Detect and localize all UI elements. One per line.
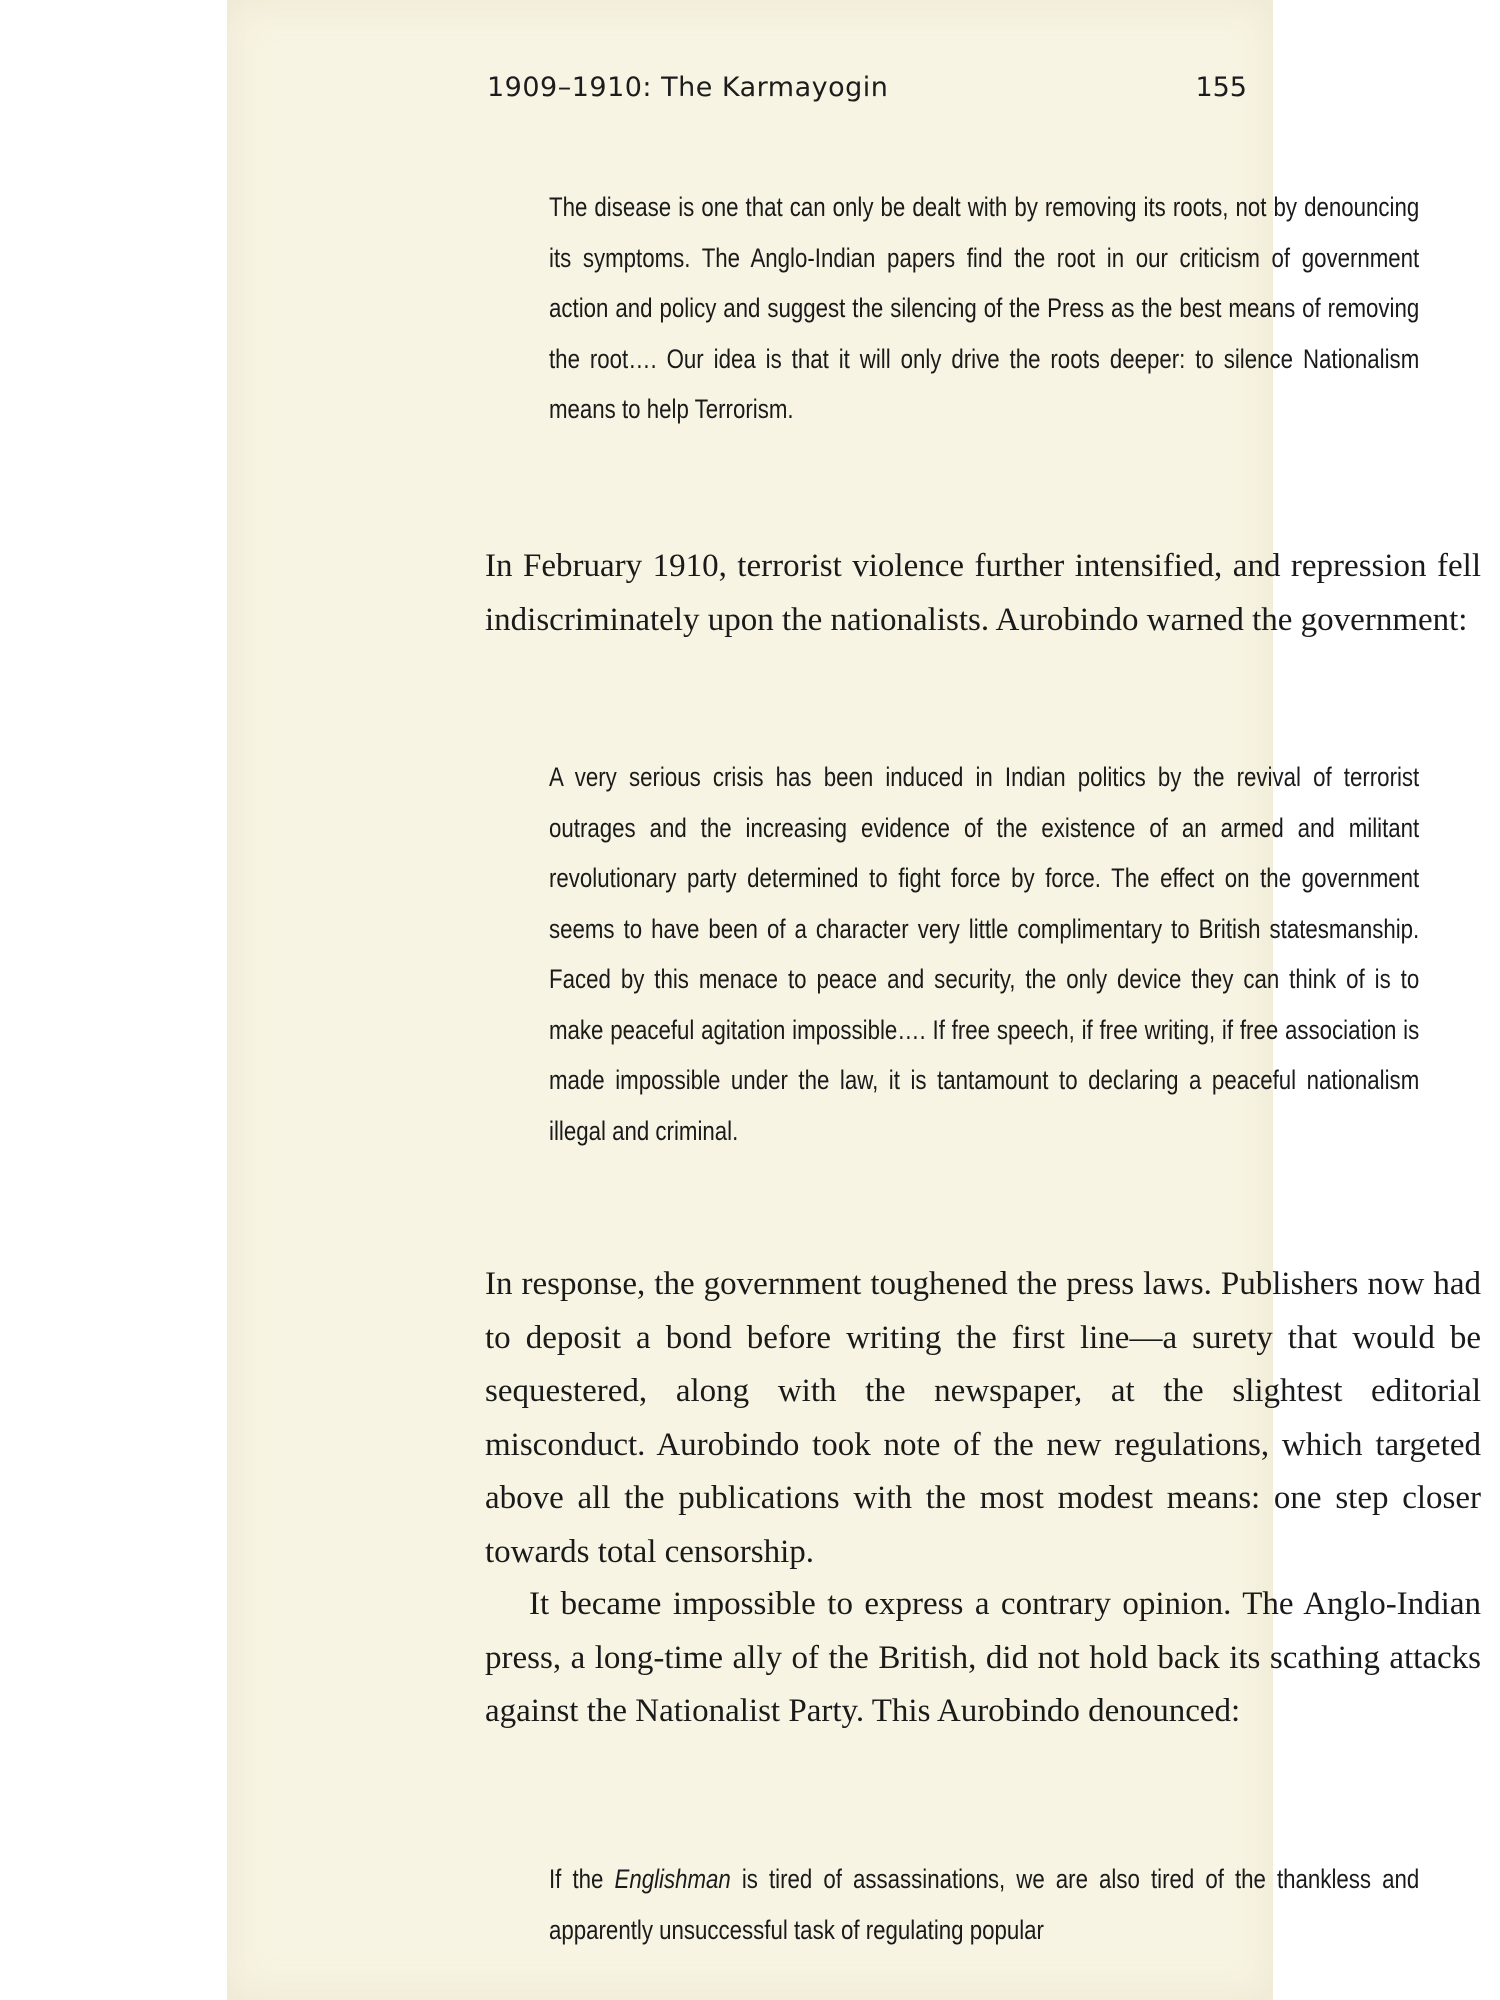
block-quote-englishman (549, 1854, 1419, 1955)
paragraph-contrary-opinion (485, 1578, 1481, 1739)
newspaper-title: Englishman (614, 1864, 731, 1894)
paragraph-text: In response, the government toughened the press laws. Publishers now had to deposit a bond before writing the first line—a surety that would be sequestered, along with the newspaper, at the slightest editorial misconduct. Aurobindo took note of the new regulations, which targeted above all the publications with the most modest means: one step closer towards total censorship. (485, 1266, 1481, 1570)
book-page (227, 0, 1481, 2000)
block-quote-serious-crisis (549, 752, 1419, 1156)
running-title: 1909–1910: The Karmayogin (487, 72, 889, 103)
paragraph-text: It became impossible to express a contrary opinion. The Anglo-Indian press, a long-time ally of the British, did not hold back its scathing attacks against the Nationalist Party. This Aurobindo denounced: (485, 1586, 1481, 1729)
quote-text (549, 1854, 1419, 1955)
block-quote-press-silencing (549, 182, 1419, 435)
quote-text-end: is tired of assassinations, we are also tired of the thankless and apparently unsuccessful task of regulating popular (549, 1864, 1420, 1945)
page-number: 155 (1195, 72, 1247, 103)
paragraph-text: In February 1910, terrorist violence further intensified, and repression fell indiscriminately upon the nationalists. Aurobindo warned the government: (485, 548, 1481, 638)
paragraph-press-laws (485, 1258, 1481, 1579)
quote-text-start: If the (549, 1864, 615, 1894)
quote-text: A very serious crisis has been induced in Indian politics by the revival of terrorist outrages and the increasing evidence of the existence of an armed and militant revolutionary party determined to fight force by force. The effect on the government seems to have been of a character very little complimentary to British statesmanship. Faced by this menace to peace and security, the only device they can think of is to make peaceful agitation impossible…. If free speech, if free writing, if free association is made impossible under the law, it is tantamount to declaring a peaceful nationalism illegal and criminal. (549, 762, 1420, 1146)
running-header (487, 66, 1253, 106)
quote-text: The disease is one that can only be dealt with by removing its roots, not by denouncing its symptoms. The Anglo-Indian papers find the root in our criticism of government action and policy and suggest the silencing of the Press as the best means of removing the root…. Our idea is that it will only drive the roots deeper: to silence Nationalism means to help Terrorism. (549, 192, 1420, 424)
paragraph-february-1910 (485, 540, 1481, 647)
